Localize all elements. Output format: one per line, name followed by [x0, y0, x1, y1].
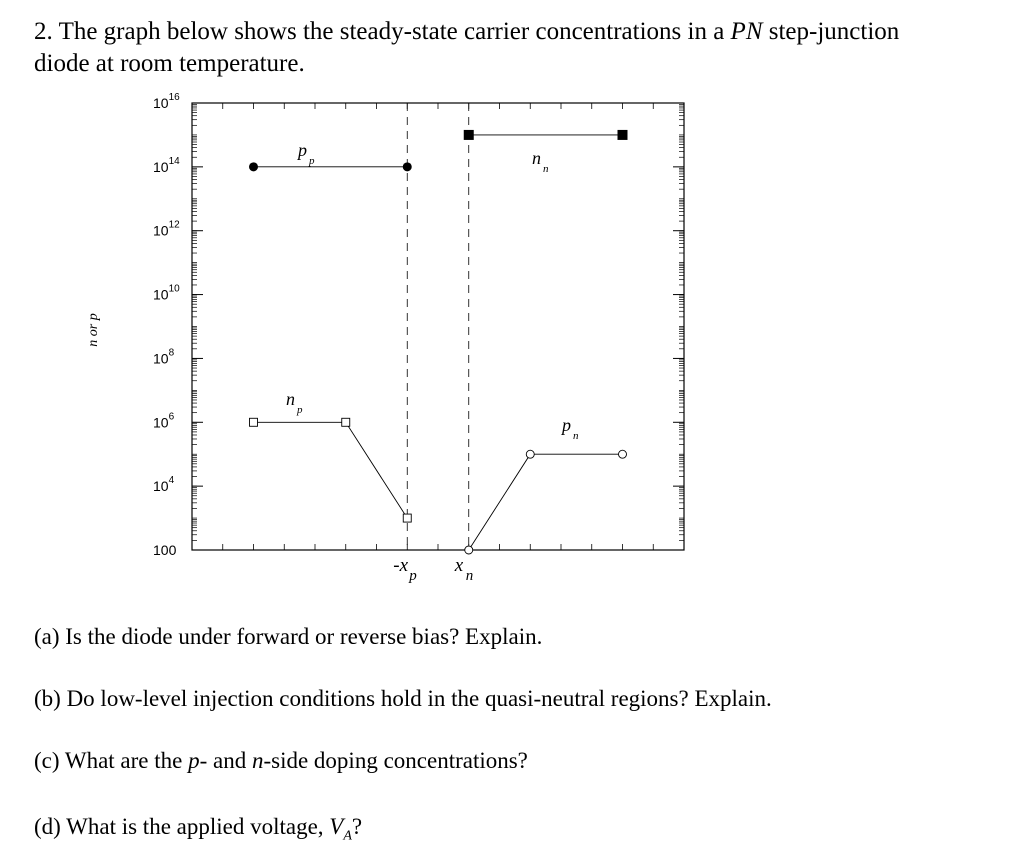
series-label-p_p: p — [298, 140, 307, 160]
marker-p_p — [249, 162, 258, 171]
series-label-n_p: n — [286, 389, 295, 409]
marker-p_n — [465, 546, 473, 554]
y-tick-label: 100 — [153, 542, 177, 558]
y-tick-label: $10^{10}$ — [153, 283, 180, 303]
question-c-pre: (c) What are the — [34, 748, 183, 773]
problem-text-emphasis: PN — [730, 18, 763, 45]
series-label-sub-p_n: n — [573, 430, 579, 442]
question-d-pre: (d) What is the applied voltage, — [34, 814, 324, 839]
y-tick-label: $10^4$ — [153, 475, 175, 495]
x-label-minus-xp-sub: p — [409, 568, 417, 584]
question-d-post: ? — [351, 814, 363, 839]
y-tick-label: $10^8$ — [153, 347, 175, 367]
series-label-p_n: p — [562, 415, 571, 435]
y-tick-label: $10^{12}$ — [153, 219, 180, 239]
question-c-post: -side doping concentrations? — [263, 748, 528, 773]
question-c-p: p — [188, 748, 200, 773]
marker-p_p — [403, 162, 412, 171]
plot-frame — [192, 103, 684, 550]
question-d-sub: A — [343, 828, 352, 844]
y-tick-label: $10^{16}$ — [153, 92, 180, 111]
series-label-sub-n_p: p — [297, 404, 303, 416]
marker-n_p — [250, 418, 258, 426]
question-d-v: V — [329, 814, 344, 839]
marker-p_n — [526, 450, 534, 458]
question-d — [34, 812, 362, 852]
marker-n_n — [464, 130, 474, 140]
series-label-n_n: n — [532, 148, 541, 168]
question-c-n: n — [251, 748, 264, 773]
marker-n_p — [342, 418, 350, 426]
y-tick-label: $10^6$ — [153, 411, 175, 431]
series-line-p_n — [469, 454, 623, 550]
question-a-text: (a) Is the diode under forward or reverse bias? Explain. — [34, 624, 543, 649]
series-label-sub-n_n: n — [543, 163, 549, 175]
x-label-minus-xp: -x — [393, 555, 409, 576]
marker-p_n — [619, 450, 627, 458]
marker-n_n — [618, 130, 628, 140]
question-b-text: (b) Do low-level injection conditions hold in the quasi-neutral regions? Explain. — [34, 686, 772, 711]
marker-n_p — [403, 514, 411, 522]
problem-number: 2. — [34, 18, 53, 45]
question-c-mid: - and — [199, 748, 247, 773]
series-line-n_p — [254, 422, 408, 518]
x-label-xn: x — [454, 555, 464, 576]
x-label-xn-sub: n — [465, 568, 474, 584]
question-a — [34, 622, 542, 652]
y-tick-label: $10^{14}$ — [153, 155, 180, 175]
problem-text-part1: The graph below shows the steady-state carrier concentrations in a — [58, 18, 725, 45]
question-c — [34, 746, 528, 776]
problem-text-line2: diode at room temperature. — [34, 50, 305, 77]
y-axis-label: n or p — [86, 313, 101, 347]
problem-text-part2: step-junction — [768, 18, 900, 45]
series-label-sub-p_p: p — [309, 155, 315, 167]
question-b — [34, 684, 772, 714]
